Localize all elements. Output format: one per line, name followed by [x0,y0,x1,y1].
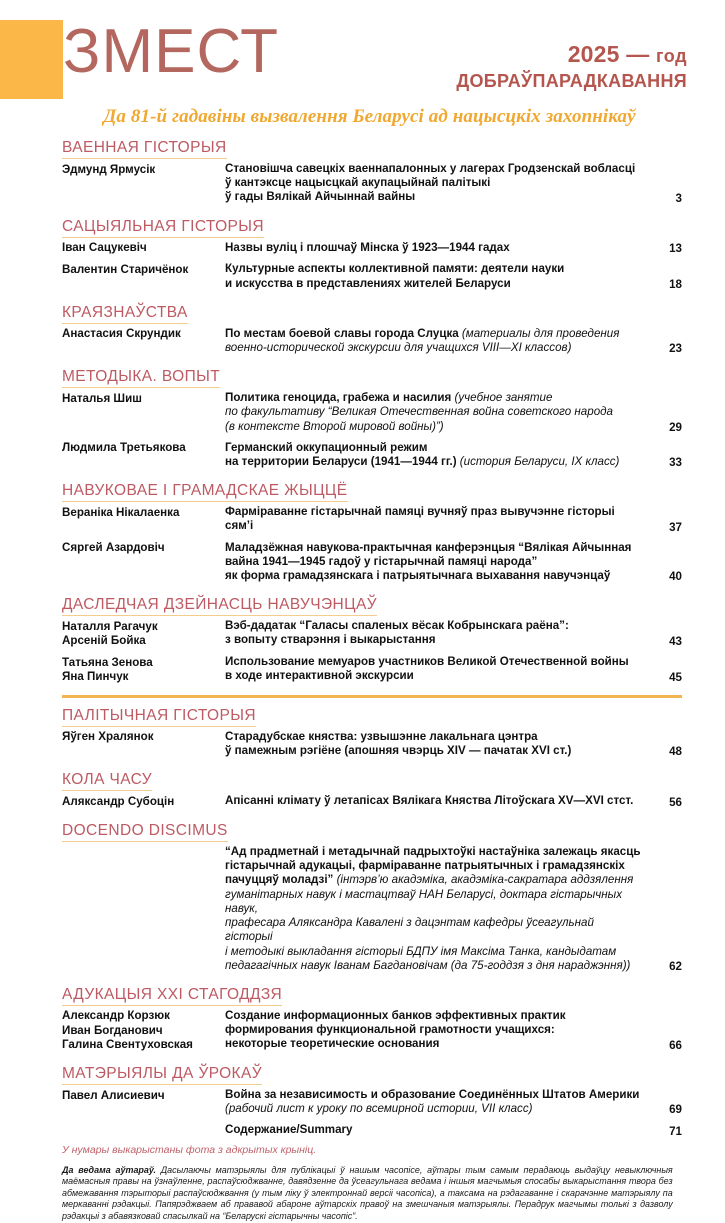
entry-title-line [225,277,642,291]
entry-title-text: пачуццяў моладзі” [225,873,337,887]
entry-title-line [225,1009,642,1023]
entry-title-line [225,341,642,355]
entry-page-number: 23 [669,342,682,356]
entry-author: Наталля Рагачук [62,619,158,633]
entry-title-text: Маладзёжная навукова-практычная канферэнцыя “Вялікая Айчынная [225,540,632,554]
entry-author: Павел Алисиевич [62,1088,165,1102]
entry-author: Наталья Шиш [62,391,142,405]
entry-title [225,162,648,205]
entry-title-text: Вэб-дадатак “Галасы спаленых вёсак Кобрынскага раёна”: [225,619,569,633]
entry-page-number: 62 [669,959,682,973]
section-heading: КОЛА ЧАСУ [62,771,152,791]
legal-notice-body: Дасылаючы матэрыялы для публікацыі ў нашым часопісе, аўтары тым самым перадаюць выдаўцу невыключныя маёмасныя правы на ўзнаўленне, распаўсюджванне, давядзенне да ўсеагульнага ведама і іншыя магчымыя спосабы выкарыстання твора без абмежавання тэрыторыі распаўсюджвання (у тым ліку ў электроннай версіі часопіса), а таксама на рэдагаванне і скарачэнне матэрыялу па меркаванні рэдакцыі. Папярэджваем аб прававой абароне аўтарскіх правоў на змешчаныя матэрыялы. Перадрук магчымы толькі з дазволу рэдакцыі з абавязковай спасылкай на “Беларускі гістарычны часопіс”. [62,1164,673,1221]
entry-title-line [225,327,642,341]
entry-author: Анастасия Скрундик [62,327,181,341]
photo-credit-note: У нумары выкарыстаны фота з адкрытых крыніц. [62,1143,317,1156]
section-heading: АДУКАЦЫЯ XXI СТАГОДДЗЯ [62,986,282,1006]
entry-authors [62,327,225,342]
entry-title-text: (рабочий лист к уроку по всемирной истории, VII класс) [225,1102,533,1116]
entry-author: Иван Богданович [62,1023,163,1037]
toc-entry[interactable] [62,262,682,290]
entry-title-line [225,569,642,583]
entry-page-number: 71 [669,1124,682,1138]
entry-page-number: 66 [669,1039,682,1053]
section-heading-row [62,470,682,505]
entry-authors [62,505,225,520]
section-heading-row [62,759,682,794]
entry-author: Татьяна Зенова [62,655,153,669]
entry-title-line [225,669,642,683]
section-heading-row [62,206,682,241]
entry-title-text: Политика геноцида, грабежа и насилия [225,391,455,405]
toc-entry[interactable] [62,327,682,355]
entry-title-text: на территории Беларуси (1941—1944 гг.) [225,454,460,468]
masthead [0,0,725,102]
entry-title-line [225,859,642,873]
entry-page-number: 40 [669,570,682,584]
entry-title-line [225,441,642,455]
entry-author: Яна Пинчук [62,669,129,683]
entry-title-line [225,945,642,959]
entry-author: Вераніка Нікалаенка [62,505,180,519]
entry-title [225,541,648,584]
entry-title-text: ў гады Вялікай Айчыннай вайны [225,190,416,204]
entry-title-text: педагагічных навук Іванам Багдановічам (да 75-годдзя з дня нараджэння)) [225,958,631,972]
entry-title [225,730,648,758]
entry-title-note: (інтэрв’ю акадэміка, акадэміка-сакратара аддзялення [336,873,634,887]
entry-author: Александр Корзюк [62,1009,170,1023]
toc-entry[interactable] [62,441,682,469]
page-title: ЗМЕСТ [63,17,280,86]
section-heading-row [62,1053,682,1088]
entry-authors [62,1009,225,1052]
year-banner [456,42,687,92]
entry-title-text: гістарычнай адукацыі, фарміраванне патрыятычных і грамадзянскіх [225,859,625,873]
toc-entry[interactable] [62,1009,682,1052]
entry-title-text: военно-исторической экскурсии для учащихся VIII—XI классов) [225,340,572,354]
entry-author: Аляксандр Субоцін [62,794,175,808]
entry-page-number: 13 [669,242,682,256]
entry-title [225,441,648,469]
entry-title-line [225,916,642,944]
entry-title-text: По местам боевой славы города Слуцка [225,326,462,340]
entry-title-text: некоторые теоретические основания [225,1037,440,1051]
entry-title-line [225,633,642,647]
entry-title-text: Фарміраванне гістарычнай памяці вучняў праз вывучэнне гісторыі сям’і [225,505,615,533]
legal-notice [62,1165,673,1223]
toc-entry[interactable] [62,1123,682,1137]
entry-title-text: прафесара Аляксандра Кавалені з дацэнтам кафедры ўсеагульнай гісторыі [225,916,594,944]
entry-page-number: 56 [669,796,682,810]
entry-title-text: з вопыту стварэння і выкарыстання [225,633,436,647]
entry-page-number: 18 [669,277,682,291]
entry-title-text: по факультативу “Великая Отечественная война советского народа [225,405,613,419]
toc-entry[interactable] [62,391,682,434]
toc-entry[interactable] [62,845,682,973]
section-heading-row [62,139,682,162]
section-heading-row [62,707,682,730]
section-heading: КРАЯЗНАЎСТВА [62,304,188,324]
entry-title [225,1123,648,1137]
entry-title-line [225,505,642,533]
entry-author: Яўген Хралянок [62,730,154,744]
entry-title-line [225,730,642,744]
entry-title-note: (материалы для проведения [461,326,620,340]
toc-entry[interactable] [62,1088,682,1116]
entry-author: Арсеній Бойка [62,633,146,647]
section-heading: МАТЭРЫЯЛЫ ДА ЎРОКАЎ [62,1065,262,1085]
entry-title-line [225,455,642,469]
entry-title-line [225,541,642,555]
entry-authors [62,1088,225,1103]
entry-title [225,1009,648,1052]
entry-author: Сяргей Азардовіч [62,541,165,555]
entry-title-text: Использование мемуаров участников Великой Отечественной войны [225,655,629,669]
year-line [456,42,687,69]
entry-title-line [225,1037,642,1051]
entry-author: Іван Сацукевіч [62,241,147,255]
entry-title-line [225,1023,642,1037]
toc-entry[interactable] [62,541,682,584]
toc-entry[interactable] [62,655,682,684]
entry-authors [62,794,225,809]
entry-title-text: гуманітарных навук і мастацтваў НАН Беларусі, доктара гістарычных навук, [225,887,622,915]
entry-title-text: Апісанні клімату ў летапісах Вялікага Княства Літоўскага XV—XVI стст. [225,794,634,808]
section-heading-row [62,292,682,327]
entry-title [225,794,648,808]
entry-title-note: (история Беларуси, IX класс) [459,454,620,468]
entry-authors [62,1123,225,1124]
entry-title-line [225,744,642,758]
entry-authors [62,541,225,556]
entry-page-number: 43 [669,635,682,649]
entry-title [225,241,648,255]
entry-authors [62,441,225,456]
entry-title-text: (в контексте Второй мировой войны)”) [225,419,444,433]
entry-title-text: Создание информационных банков эффективных практик [225,1008,566,1022]
section-heading-row [62,974,682,1009]
entry-title-text: Германский оккупационный режим [225,440,428,454]
entry-author: Людмила Третьякова [62,441,186,455]
orange-accent-block [0,20,63,99]
section-heading: НАВУКОВАЕ І ГРАМАДСКАЕ ЖЫЦЦЁ [62,482,348,502]
entry-title [225,391,648,434]
entry-title-line [225,619,642,633]
entry-title [225,505,648,533]
entry-title-text: в ходе интерактивной экскурсии [225,669,414,683]
entry-title-line [225,1123,642,1137]
entry-title-line [225,405,642,419]
section-divider-rule [62,695,682,698]
entry-author: Галина Свентуховская [62,1037,193,1051]
entry-title-line [225,959,642,973]
section-heading: САЦЫЯЛЬНАЯ ГІСТОРЫЯ [62,218,264,238]
year-dash: — [626,41,657,67]
entry-title-line [225,162,642,176]
entry-title-line [225,655,642,669]
entry-page-number: 29 [669,420,682,434]
entry-title-line [225,1088,642,1102]
section-heading-row [62,584,682,619]
toc-entry[interactable] [62,619,682,648]
toc-entry[interactable] [62,241,682,256]
year-subtitle: ДОБРАЎПАРАДКАВАННЯ [456,71,687,91]
section-heading: ВАЕННАЯ ГІСТОРЫЯ [62,139,227,159]
entry-author: Валентин Старичёнок [62,262,189,276]
entry-authors [62,845,225,846]
entry-title-line [225,794,642,808]
entry-title-text: ў памежным рэгіёне (апошняя чвэрць XIV — пачатак XVI ст.) [225,744,572,758]
entry-page-number: 33 [669,456,682,470]
entry-author: Эдмунд Ярмусік [62,162,156,176]
entry-title-line [225,241,642,255]
entry-page-number: 48 [669,745,682,759]
entry-title-text: вайна 1941—1945 гадоў у гістарычнай памяці народа” [225,554,538,568]
entry-title-line [225,190,642,204]
entry-page-number: 3 [675,191,682,205]
entry-page-number: 37 [669,520,682,534]
entry-title [225,845,648,973]
entry-authors [62,655,225,684]
section-heading: ДАСЛЕДЧАЯ ДЗЕЙНАСЦЬ НАВУЧЭНЦАЎ [62,596,377,616]
entry-title-text: Содержание/Summary [225,1123,353,1137]
entry-title-line [225,555,642,569]
section-heading: ПАЛІТЫЧНАЯ ГІСТОРЫЯ [62,707,256,727]
entry-title-text: Становішча савецкіх ваеннапалонных у лагерах Гродзенскай вобласці [225,162,636,175]
entry-title-text: Культурные аспекты коллективной памяти: деятели науки [225,262,565,276]
entry-title-line [225,1102,642,1116]
section-heading: МЕТОДЫКА. ВОПЫТ [62,368,220,388]
toc-entry[interactable] [62,730,682,758]
entry-page-number: 69 [669,1103,682,1117]
entry-title-text: як форма грамадзянскага і патрыятычнага выхавання навучэнцаў [225,568,611,582]
entry-authors [62,241,225,256]
entry-authors [62,730,225,745]
entry-title [225,1088,648,1116]
entry-title-line [225,391,642,405]
toc-entry[interactable] [62,794,682,809]
entry-title-text: Старадубскае княства: узвышэнне лакальнага цэнтра [225,729,538,743]
section-heading-row [62,356,682,391]
entry-title-line [225,176,642,190]
entry-page-number: 45 [669,670,682,684]
year-number: 2025 [567,41,627,67]
entry-authors [62,619,225,648]
table-of-contents [0,139,725,1138]
dedication-line: Да 81-й гадавіны вызвалення Беларусі ад нацысцкіх захопнікаў [103,106,636,127]
entry-title [225,655,648,683]
entry-authors [62,162,225,177]
entry-title-text: и искусства в представлениях жителей Беларуси [225,276,511,290]
entry-title [225,262,648,290]
toc-entry[interactable] [62,505,682,533]
section-heading-row [62,810,682,845]
year-word: год [656,46,687,66]
entry-title-note: (учебное занятие [454,391,553,405]
entry-title-line [225,420,642,434]
toc-entry[interactable] [62,162,682,205]
entry-title-line [225,262,642,276]
entry-title-text: і методыкі выкладання гісторыі БДПУ імя Максіма Танка, кандыдатам [225,944,617,958]
entry-title-line [225,873,642,887]
entry-title-text: формирования функциональной грамотности учащихся: [225,1023,555,1037]
entry-title-line [225,888,642,916]
entry-title [225,327,648,355]
section-heading: DOCENDO DISCIMUS [62,822,228,842]
entry-title-text: Назвы вуліц і плошчаў Мінска ў 1923—1944 гадах [225,240,510,254]
entry-authors [62,262,225,277]
entry-title-text: “Ад прадметнай і метадычнай падрыхтоўкі настаўніка залежаць якасць [225,845,641,859]
entry-title-text: ў кантэксце нацысцкай акупацыйнай палітыкі [225,176,491,190]
entry-authors [62,391,225,406]
entry-title-line [225,845,642,859]
entry-title [225,619,648,647]
entry-title-text: Война за независимость и образование Соединённых Штатов Америки [225,1088,640,1102]
legal-notice-lead: Да ведама аўтараў. [62,1164,157,1175]
